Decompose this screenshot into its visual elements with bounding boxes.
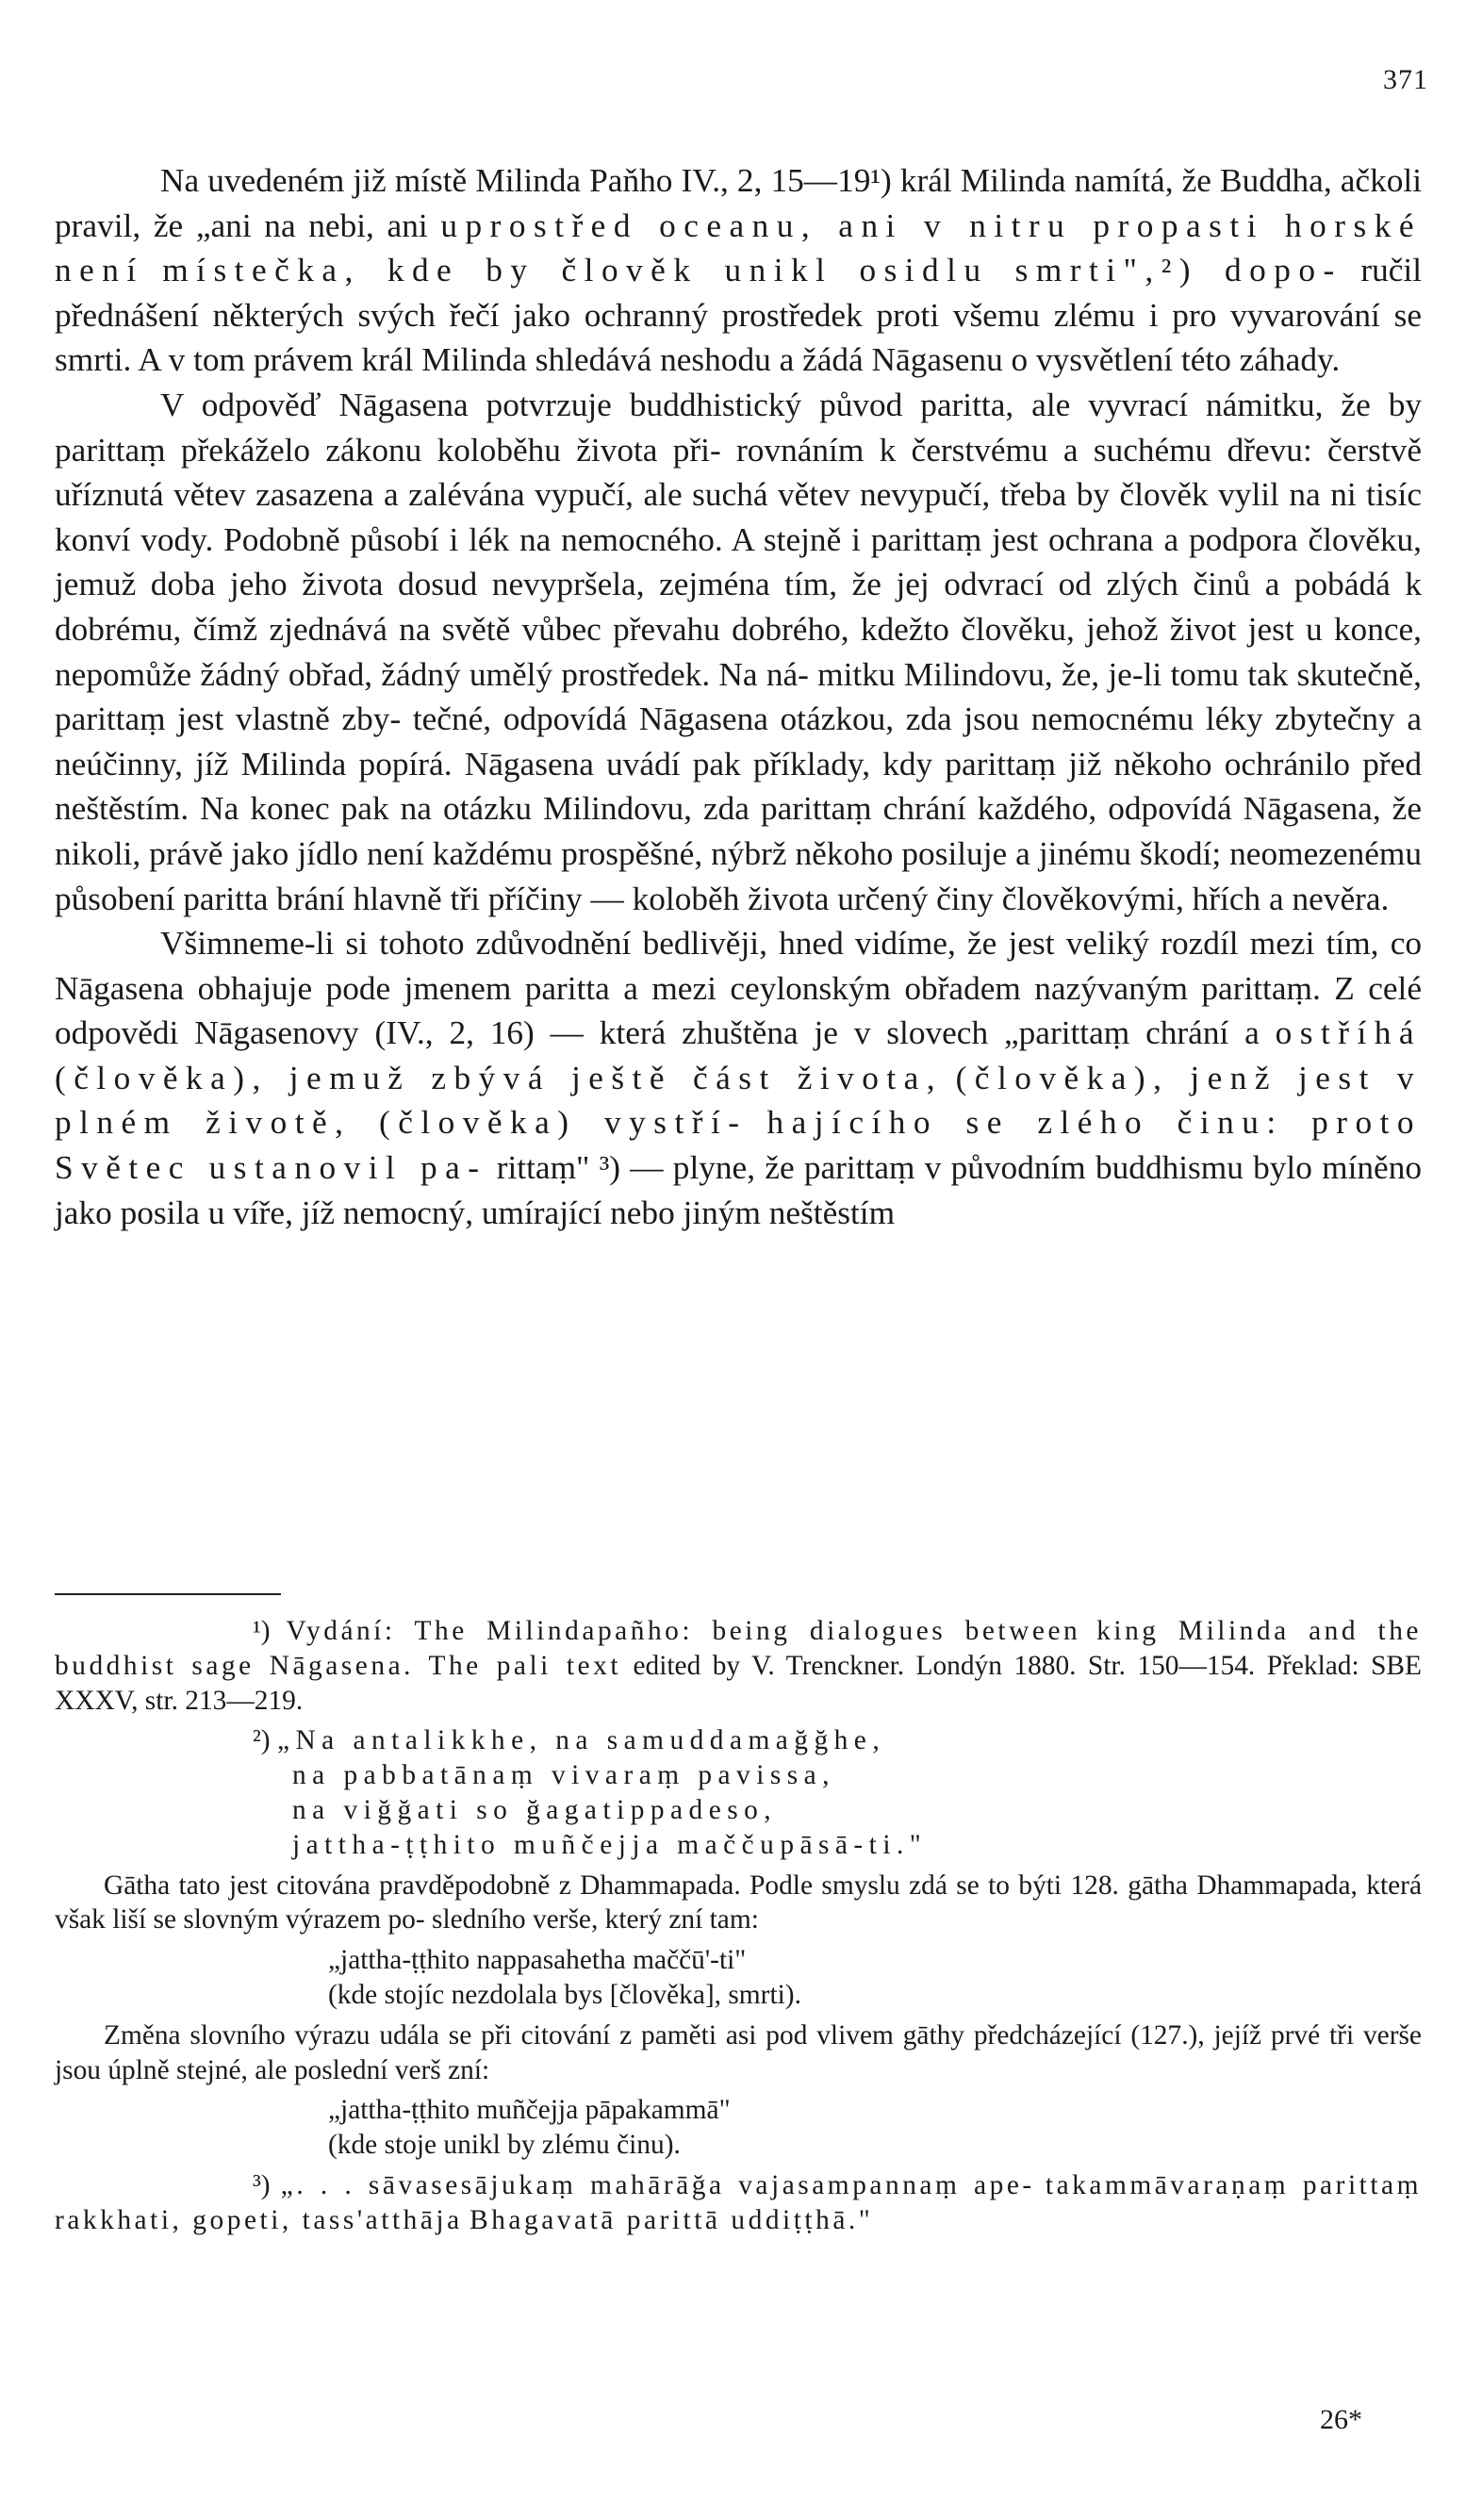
- line: zda parittaṃ chrání každého, odpovídá Nāgasena, že nikoli, právě jako: [55, 790, 1422, 872]
- footnote-1: [55, 1614, 1422, 1718]
- line: tisíc konví vody. Podobně působí i lék na nemocného. A stejně i parittaṃ: [55, 476, 1422, 558]
- line: rovnáním k čerstvému a suchému dřevu: čerstvě uříznutá větev zasazena: [55, 431, 1422, 514]
- line: všemu zlému i pro vyvarování se smrti. A v tom právem král Milinda: [55, 296, 1422, 379]
- footnote-marker: ²): [253, 1725, 271, 1756]
- line: neomezenému působení paritta brání hlavně tři příčiny — koloběh života: [55, 834, 1422, 917]
- line: tečné, odpovídá Nāgasena otázkou, zda jsou nemocnému léky zbytečny: [412, 700, 1395, 738]
- line: „. . . sāvasesājukaṃ mahārāğa vajasampannaṃ ape-: [280, 2169, 1035, 2200]
- line: mitku Milindovu, že, je-li tomu tak skutečně, parittaṃ jest vlastně zby-: [55, 655, 1422, 738]
- quote-line: „jattha-ṭṭhito muñčejja pāpakammā": [328, 2095, 731, 2126]
- line: vyvrací námitku, že by parittaṃ překáželo zákonu koloběhu života při-: [55, 386, 1422, 469]
- paragraph-3: [55, 921, 1422, 1235]
- page-number: 371: [1383, 64, 1428, 95]
- line-spaced: hajícího se zlého činu: proto Světec ustanovil pa-: [55, 1104, 1422, 1187]
- line: king Milinda and the buddhist sage Nāgasena. The pali text: [55, 1616, 1423, 1681]
- line: zjednává na světě vůbec převahu dobrého, kdežto člověku, jehož život: [269, 610, 1237, 648]
- quote-line: (kde stojíc nezdolala bys [člověka], smrti).: [328, 1979, 801, 2010]
- line: Všimneme-li si tohoto zdůvodnění bedlivěji, hned vidíme, že jest: [160, 925, 1055, 963]
- paragraph-2: [55, 383, 1422, 921]
- line: (IV., 2, 16) — která zhuštěna je v slovech „parittaṃ chrání a: [374, 1014, 1260, 1052]
- printer-signature: 26*: [1320, 2404, 1362, 2435]
- line-spaced: (člověka), jenž jest v plném životě, (člověka) vystří-: [55, 1059, 1422, 1142]
- line: předcházející (127.), jejíž prvé tři verše jsou úplně stejné, ale poslední verš zní:: [55, 2019, 1422, 2085]
- line: V odpověď Nāgasena potvrzuje buddhistický původ paritta, ale: [160, 386, 1071, 423]
- verse-line: na viğğati so ğagatippadeso,: [292, 1794, 778, 1825]
- line: veliký rozdíl mezi tím, co Nāgasena obhajuje pode jmenem paritta a mezi: [55, 925, 1423, 1007]
- line: edited by V. Trenckner. Londýn 1880. Str. 150—154. Překlad: SBE XXXV, str.: [55, 1650, 1422, 1716]
- line: jest u konce, nepomůže žádný obřad, žádný umělý prostředek. Na ná-: [55, 610, 1423, 693]
- quote-line: „jattha-ṭṭhito nappasahetha maččū'-ti": [328, 1945, 747, 1976]
- line: zdá se to býti 128. gātha Dhammapada, která však liší se slovným výrazem po-: [55, 1869, 1422, 1935]
- line-spaced: uprostřed oceanu, ani v nitru propasti horské není: [55, 206, 1422, 289]
- line: sledního verše, který zní tam:: [432, 1904, 759, 1935]
- line: takammāvaraṇaṃ parittaṃ rakkhati, gopeti, tass'atthāja: [55, 2169, 1422, 2235]
- verse-line: „Na antalikkhe, na samuddamağğhe,: [276, 1725, 886, 1756]
- footnote-2-marker: [55, 1723, 1422, 1758]
- line: rittaṃ" ³) — plyne, že parittaṃ v původním buddhismu bylo míněno: [496, 1149, 1422, 1187]
- line: jídlo není každému prospěšné, nýbrž někoho posiluje a jinému škodí;: [297, 834, 1222, 872]
- paragraph-1: [55, 158, 1422, 383]
- line: již někoho ochránilo před neštěstím. Na konec pak na otázku Milindovu,: [55, 745, 1422, 828]
- footnote-2-text: [55, 1869, 1422, 1938]
- line-spaced: ostříhá (člověka), jemuž zbývá ještě část života,: [55, 1014, 1422, 1096]
- footnote-2-text-2: [55, 2018, 1422, 2088]
- verse-line: jattha-ṭṭhito muñčejja maččupāsā-ti.": [292, 1829, 928, 1860]
- line: jako posila u víře, jíž nemocný, umírající nebo jiným neštěstím: [55, 1194, 896, 1231]
- line: určený činy člověkovými, hřích a nevěra.: [837, 880, 1390, 917]
- line: jest ochrana a podpora člověku, jemuž doba jeho života dosud nevypršela,: [55, 520, 1423, 603]
- footnote-marker: ³): [253, 2169, 271, 2200]
- line: Gātha tato jest citována pravděpodobně z Dhammapada. Podle smyslu: [104, 1869, 900, 1901]
- footnote-marker: ¹): [253, 1616, 271, 1646]
- line: Vydání: The Milindapañho: being dialogues between: [286, 1616, 1081, 1646]
- line: a neúčinny, jíž Milinda popírá. Nāgasena uvádí pak příklady, kdy parittaṃ: [55, 700, 1422, 782]
- line: král Milinda namítá, že Buddha, ačkoli pravil, že „ani na nebi, ani: [55, 162, 1422, 244]
- footnote-divider: [55, 1593, 281, 1595]
- line: ručil přednášení některých svých řečí jako ochranný prostředek proti: [55, 252, 1423, 334]
- line-spaced: místečka, kde by člověk unikl osidlu smrti",²) dopo-: [162, 252, 1342, 289]
- verse-line: na pabbatānaṃ vivaraṃ pavissa,: [292, 1760, 835, 1791]
- main-text: [55, 158, 1422, 1235]
- quote-line: (kde stoje unikl by zlému činu).: [328, 2130, 681, 2161]
- line: Bhagavatā parittā uddiṭṭhā.": [469, 2204, 874, 2235]
- line: 213—219.: [185, 1685, 304, 1716]
- line: zejména tím, že jej odvrací od zlých činů a pobádá k dobrému, čímž: [55, 566, 1422, 648]
- line: ceylonským obřadem nazývaným parittaṃ. Z celé odpovědi Nāgasenovy: [55, 969, 1423, 1052]
- footnote-3: [55, 2168, 1422, 2238]
- footnotes: [55, 1614, 1422, 2238]
- line: shledává neshodu a žádá Nāgasenu o vysvětlení této záhady.: [535, 341, 1341, 379]
- line: a zalévána vypučí, ale suchá větev nevypučí, třeba by člověk vylil na ni: [384, 476, 1357, 514]
- line: Změna slovního výrazu udála se při citování z paměti asi pod vlivem gāthy: [104, 2019, 964, 2051]
- line: Na uvedeném již místě Milinda Paňho IV., 2, 15—19¹): [160, 162, 892, 199]
